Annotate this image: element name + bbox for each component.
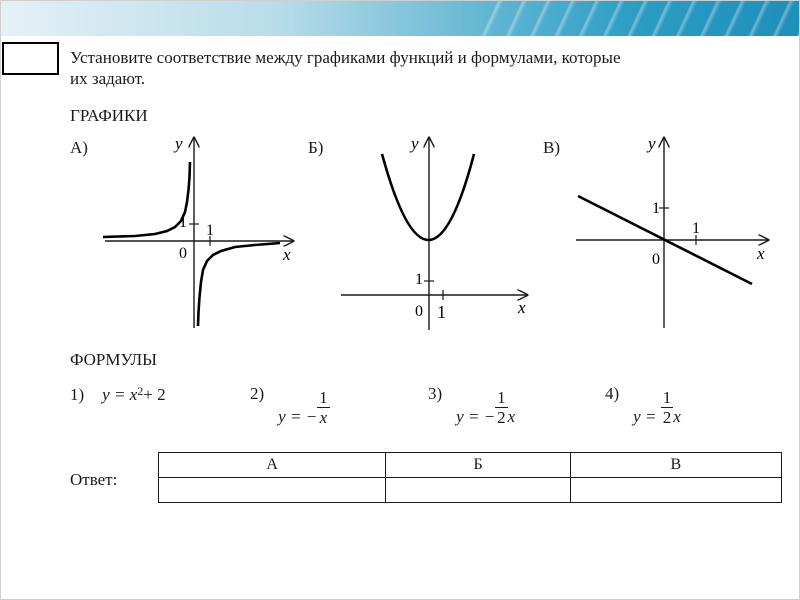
formula-3 bbox=[428, 383, 515, 427]
formula-3-numerator: 1 bbox=[497, 387, 506, 407]
formula-2 bbox=[250, 383, 330, 427]
graph-b-tick-x-label: 1 bbox=[437, 302, 446, 322]
graph-a-label: А) bbox=[70, 138, 88, 157]
graph-a-branch-right bbox=[198, 243, 280, 326]
formula-3-lhs: y = − bbox=[456, 407, 496, 426]
graph-a-x-label: x bbox=[283, 245, 291, 264]
graph-b-origin-label: 0 bbox=[415, 303, 423, 320]
slide-header-banner bbox=[0, 0, 800, 36]
formula-2-fraction bbox=[317, 388, 330, 427]
graph-c-x-label: x bbox=[757, 244, 765, 263]
answer-cell-b[interactable] bbox=[386, 478, 570, 503]
formula-2-denominator: x bbox=[319, 407, 328, 427]
formula-4-denominator: 2 bbox=[662, 407, 672, 427]
answer-column-b: Б bbox=[386, 453, 570, 478]
formula-4-label: 4) bbox=[605, 384, 620, 403]
formula-2-numerator: 1 bbox=[319, 387, 328, 407]
formula-4 bbox=[605, 383, 681, 427]
graph-a-tick-x-label: 1 bbox=[206, 222, 214, 239]
graph-a-origin-label: 0 bbox=[179, 245, 187, 262]
formula-4-tail: x bbox=[673, 407, 681, 426]
graph-a-hyperbola bbox=[95, 132, 305, 332]
formula-1 bbox=[70, 385, 166, 405]
formula-4-lhs: y = bbox=[633, 407, 661, 426]
graph-b-tick-y-label: 1 bbox=[415, 271, 423, 288]
graph-b-curve bbox=[382, 154, 474, 240]
formula-1-rest: + 2 bbox=[143, 385, 166, 404]
graph-c-label: В) bbox=[543, 138, 560, 157]
answer-input-row bbox=[159, 478, 782, 503]
graph-c-tick-y-label: 1 bbox=[652, 200, 660, 217]
formula-1-exponent: 2 bbox=[137, 383, 144, 398]
formula-1-label: 1) bbox=[70, 385, 85, 404]
graph-b-x-label: x bbox=[518, 298, 526, 317]
formula-4-numerator: 1 bbox=[662, 387, 672, 407]
task-instruction-line2: их задают. bbox=[70, 69, 146, 88]
graph-b-label: Б) bbox=[308, 138, 324, 157]
formula-3-label: 3) bbox=[428, 384, 443, 403]
formula-3-fraction bbox=[495, 388, 508, 427]
answer-table bbox=[158, 452, 782, 503]
answer-header-row bbox=[159, 453, 782, 478]
answer-cell-c[interactable] bbox=[570, 478, 781, 503]
formula-1-lhs: y = x bbox=[102, 385, 138, 404]
formula-3-denominator: 2 bbox=[497, 407, 506, 427]
formulas-heading: ФОРМУЛЫ bbox=[70, 350, 157, 369]
graph-c-origin-label: 0 bbox=[652, 251, 660, 268]
graph-a-branch-left bbox=[103, 162, 190, 237]
answer-label: Ответ: bbox=[70, 470, 118, 489]
graph-c-line bbox=[570, 132, 780, 332]
graphs-heading: ГРАФИКИ bbox=[70, 106, 148, 125]
task-number-box bbox=[2, 42, 59, 75]
formula-2-label: 2) bbox=[250, 384, 265, 403]
graph-c-tick-x-label: 1 bbox=[692, 220, 700, 237]
graph-c-y-label: y bbox=[648, 134, 656, 153]
header-decoration bbox=[480, 0, 800, 36]
graph-b-parabola bbox=[335, 132, 545, 332]
formula-3-tail: x bbox=[507, 407, 516, 426]
answer-column-c: В bbox=[570, 453, 781, 478]
graph-a-tick-y-label: 1 bbox=[179, 214, 187, 231]
graph-b-y-label: y bbox=[411, 134, 419, 153]
answer-cell-a[interactable] bbox=[159, 478, 386, 503]
graph-a-y-label: y bbox=[175, 134, 183, 153]
answer-column-a: А bbox=[159, 453, 386, 478]
formula-4-fraction bbox=[661, 388, 674, 427]
formula-2-lhs: y = − bbox=[278, 407, 318, 426]
task-instruction-line1: Установите соответствие между графиками функций и формулами, которые bbox=[70, 48, 621, 67]
